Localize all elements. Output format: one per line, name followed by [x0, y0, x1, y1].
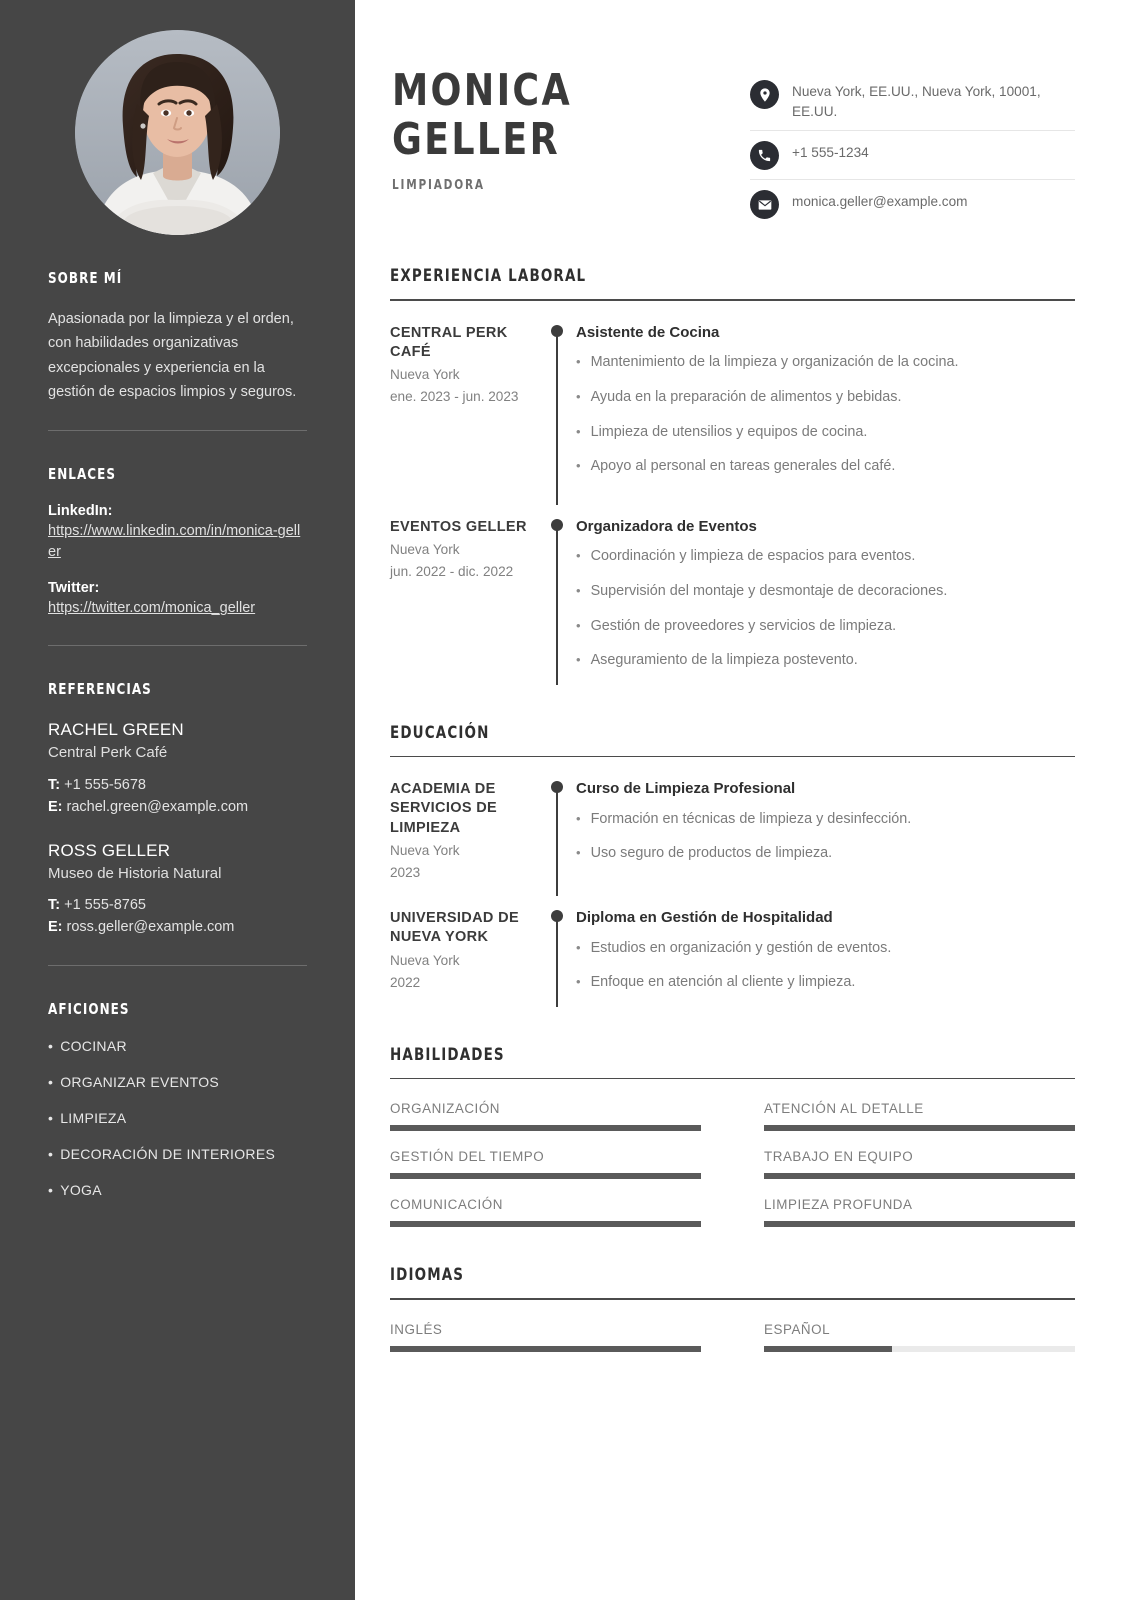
hobby-label: LIMPIEZA — [60, 1109, 127, 1126]
contact-row-address — [750, 70, 1075, 130]
link-url-twitter[interactable]: https://twitter.com/monica_geller — [48, 600, 256, 617]
skills-grid — [390, 1101, 1075, 1227]
experience-section — [390, 266, 1075, 684]
bullet-dot-icon: • — [48, 1109, 54, 1126]
entry-role: Organizadora de Eventos — [576, 517, 757, 535]
reference-item — [48, 839, 307, 939]
section-rule — [390, 1298, 1075, 1300]
entry-left — [390, 323, 540, 491]
phone-icon — [750, 141, 779, 170]
reference-item — [48, 718, 307, 818]
entry-dates: jun. 2022 - dic. 2022 — [390, 564, 514, 580]
experience-entry — [390, 517, 1075, 685]
entry-bullet — [576, 616, 1075, 638]
reference-name: ROSS GELLER — [48, 840, 171, 860]
skills-section — [390, 1045, 1075, 1228]
header — [390, 0, 1075, 228]
email-label: E: — [48, 919, 63, 936]
experience-title: EXPERIENCIA LABORAL — [390, 266, 587, 287]
timeline-dot-icon — [551, 781, 563, 793]
entry-bullet — [576, 456, 1075, 478]
references-title: REFERENCIAS — [48, 680, 152, 699]
entry-right — [576, 908, 1075, 1007]
timeline-line — [556, 785, 558, 896]
skill-bar-fill — [764, 1173, 1075, 1179]
bullet-dot-icon: • — [576, 845, 581, 861]
skill-bar-fill — [764, 1125, 1075, 1131]
bullet-text: Uso seguro de productos de limpieza. — [590, 845, 833, 862]
entry-role: Curso de Limpieza Profesional — [576, 780, 796, 798]
reference-phone: +1 555-5678 — [64, 776, 146, 793]
skill-bar-fill — [390, 1173, 701, 1179]
bullet-dot-icon: • — [576, 423, 581, 439]
reference-name: RACHEL GREEN — [48, 720, 184, 740]
hobby-item — [48, 1146, 307, 1162]
bullet-dot-icon: • — [48, 1181, 54, 1198]
entry-left — [390, 779, 540, 882]
name-block — [390, 66, 750, 193]
bullet-text: Coordinación y limpieza de espacios para eventos. — [590, 548, 916, 565]
skill-bar-track — [764, 1173, 1075, 1179]
timeline-rail — [540, 517, 576, 685]
languages-section — [390, 1265, 1075, 1352]
email-label: E: — [48, 799, 63, 816]
bullet-dot-icon: • — [576, 617, 581, 633]
bullet-text: Formación en técnicas de limpieza y desinfección. — [590, 810, 912, 827]
skill-bar-track — [764, 1125, 1075, 1131]
entry-dates: 2023 — [390, 864, 421, 880]
last-name: GELLER — [392, 114, 560, 166]
hobby-label: COCINAR — [60, 1037, 127, 1054]
timeline-dot-icon — [551, 325, 563, 337]
hobbies-section — [48, 1000, 307, 1198]
contact-phone: +1 555-1234 — [792, 145, 869, 161]
about-title: SOBRE MÍ — [48, 269, 123, 287]
spacer — [390, 882, 1075, 908]
first-name: MONICA — [392, 65, 572, 116]
link-item-linkedin — [48, 503, 307, 563]
profile-photo-illustration — [75, 30, 280, 235]
bullet-dot-icon: • — [576, 458, 581, 474]
experience-entry — [390, 323, 1075, 491]
entry-bullet — [576, 809, 1075, 831]
entry-location: Nueva York — [390, 842, 460, 858]
entry-bullet — [576, 422, 1075, 444]
contact-block — [750, 66, 1075, 228]
divider — [48, 965, 307, 966]
entry-right — [576, 517, 1075, 685]
hobby-item — [48, 1110, 307, 1126]
skill-label: ATENCIÓN AL DETALLE — [764, 1101, 924, 1117]
entry-bullet — [576, 843, 1075, 865]
entry-org: UNIVERSIDAD DE NUEVA YORK — [390, 910, 519, 946]
reference-email-line — [48, 916, 307, 938]
link-url-linkedin[interactable]: https://www.linkedin.com/in/monica-geller — [48, 523, 301, 561]
hobby-item — [48, 1074, 307, 1090]
contact-row-email — [750, 179, 1075, 228]
language-bar-fill — [764, 1346, 892, 1352]
main-content — [355, 0, 1130, 1600]
bullet-text: Apoyo al personal en tareas generales del café. — [590, 458, 896, 475]
skill-item — [764, 1197, 1075, 1227]
links-title: ENLACES — [48, 465, 117, 484]
bullet-text: Mantenimiento de la limpieza y organización de la cocina. — [590, 354, 959, 371]
job-title: LIMPIADORA — [392, 177, 485, 193]
spacer — [390, 491, 1075, 517]
entry-role: Diploma en Gestión de Hospitalidad — [576, 909, 833, 927]
section-rule — [390, 1078, 1075, 1080]
reference-org: Central Perk Café — [48, 744, 168, 762]
entry-org: EVENTOS GELLER — [390, 518, 527, 535]
entry-dates: 2022 — [390, 974, 421, 990]
timeline-rail — [540, 323, 576, 491]
hobby-label: YOGA — [60, 1181, 102, 1198]
skill-bar-fill — [390, 1125, 701, 1131]
bullet-dot-icon: • — [48, 1145, 54, 1162]
contact-address: Nueva York, EE.UU., Nueva York, 10001, EE.UU. — [792, 84, 1041, 119]
education-entry — [390, 908, 1075, 1007]
timeline-rail — [540, 908, 576, 1007]
language-label: INGLÉS — [390, 1321, 443, 1337]
languages-title: IDIOMAS — [390, 1265, 465, 1286]
entry-location: Nueva York — [390, 952, 460, 968]
skill-bar-track — [390, 1125, 701, 1131]
bullet-dot-icon: • — [576, 974, 581, 990]
references-section — [48, 680, 307, 965]
phone-label: T: — [48, 897, 61, 914]
entry-org: CENTRAL PERK CAFÉ — [390, 324, 508, 361]
education-entry — [390, 779, 1075, 882]
skill-item — [390, 1149, 701, 1179]
bullet-text: Estudios en organización y gestión de eventos. — [590, 939, 892, 956]
skill-label: GESTIÓN DEL TIEMPO — [390, 1149, 545, 1165]
language-bar-track — [764, 1346, 1075, 1352]
skill-label: ORGANIZACIÓN — [390, 1101, 501, 1117]
timeline-line — [556, 329, 558, 505]
entry-dates: ene. 2023 - jun. 2023 — [390, 389, 519, 405]
reference-email-line — [48, 796, 307, 818]
bullet-text: Aseguramiento de la limpieza postevento. — [590, 652, 858, 669]
link-label: Twitter: — [48, 580, 100, 597]
bullet-dot-icon: • — [48, 1037, 54, 1054]
skills-title: HABILIDADES — [390, 1044, 505, 1065]
entry-role: Asistente de Cocina — [576, 323, 720, 341]
bullet-dot-icon: • — [576, 389, 581, 405]
skill-item — [390, 1101, 701, 1131]
entry-left — [390, 908, 540, 1007]
language-item — [764, 1322, 1075, 1352]
reference-phone: +1 555-8765 — [64, 897, 146, 914]
link-item-twitter — [48, 580, 307, 619]
entry-right — [576, 323, 1075, 491]
skill-bar-fill — [764, 1221, 1075, 1227]
hobby-item — [48, 1038, 307, 1054]
entry-bullet — [576, 387, 1075, 409]
reference-email: ross.geller@example.com — [66, 919, 235, 936]
phone-label: T: — [48, 776, 61, 793]
bullet-text: Supervisión del montaje y desmontaje de decoraciones. — [590, 582, 948, 599]
bullet-text: Limpieza de utensilios y equipos de cocina. — [590, 423, 868, 440]
reference-phone-line — [48, 894, 307, 916]
entry-bullet — [576, 650, 1075, 672]
avatar — [75, 30, 280, 235]
skill-item — [390, 1197, 701, 1227]
reference-org: Museo de Historia Natural — [48, 864, 222, 882]
skill-bar-track — [390, 1221, 701, 1227]
education-section — [390, 723, 1075, 1007]
entry-bullet — [576, 352, 1075, 374]
about-section — [48, 269, 307, 431]
bullet-text: Gestión de proveedores y servicios de limpieza. — [590, 617, 897, 634]
bullet-dot-icon: • — [576, 582, 581, 598]
language-bar-track — [390, 1346, 701, 1352]
bullet-dot-icon: • — [48, 1073, 54, 1090]
timeline-dot-icon — [551, 910, 563, 922]
skill-bar-fill — [390, 1221, 701, 1227]
hobby-label: ORGANIZAR EVENTOS — [60, 1073, 220, 1090]
skill-bar-track — [764, 1221, 1075, 1227]
language-bar-fill — [390, 1346, 701, 1352]
entry-left — [390, 517, 540, 685]
divider — [48, 645, 307, 646]
sidebar — [0, 0, 355, 1600]
hobbies-title: AFICIONES — [48, 999, 130, 1018]
entry-location: Nueva York — [390, 541, 460, 557]
entry-org: ACADEMIA DE SERVICIOS DE LIMPIEZA — [390, 781, 498, 836]
bullet-dot-icon: • — [576, 810, 581, 826]
skill-label: TRABAJO EN EQUIPO — [764, 1149, 914, 1165]
entry-bullet — [576, 546, 1075, 568]
skill-item — [764, 1101, 1075, 1131]
section-rule — [390, 299, 1075, 301]
timeline-line — [556, 914, 558, 1007]
bullet-dot-icon: • — [576, 939, 581, 955]
links-section — [48, 465, 307, 646]
contact-email: monica.geller@example.com — [792, 194, 968, 210]
entry-right — [576, 779, 1075, 882]
bullet-dot-icon: • — [576, 652, 581, 668]
bullet-text: Enfoque en atención al cliente y limpieza. — [590, 974, 856, 991]
entry-location: Nueva York — [390, 367, 460, 383]
languages-grid — [390, 1322, 1075, 1352]
skill-bar-track — [390, 1173, 701, 1179]
link-label: LinkedIn: — [48, 503, 113, 520]
reference-phone-line — [48, 774, 307, 796]
skill-label: LIMPIEZA PROFUNDA — [764, 1197, 913, 1213]
skill-item — [764, 1149, 1075, 1179]
hobby-label: DECORACIÓN DE INTERIORES — [60, 1145, 276, 1162]
education-title: EDUCACIÓN — [390, 722, 490, 743]
reference-email: rachel.green@example.com — [66, 799, 249, 816]
divider — [48, 430, 307, 431]
hobby-item — [48, 1182, 307, 1198]
entry-bullet — [576, 581, 1075, 603]
timeline-dot-icon — [551, 519, 563, 531]
location-pin-icon — [750, 80, 779, 109]
timeline-line — [556, 523, 558, 685]
entry-bullet — [576, 972, 1075, 994]
language-item — [390, 1322, 701, 1352]
timeline-rail — [540, 779, 576, 882]
section-rule — [390, 756, 1075, 758]
language-label: ESPAÑOL — [764, 1321, 831, 1337]
bullet-text: Ayuda en la preparación de alimentos y bebidas. — [590, 389, 902, 406]
bullet-dot-icon: • — [576, 548, 581, 564]
entry-bullet — [576, 938, 1075, 960]
envelope-icon — [750, 190, 779, 219]
bullet-dot-icon: • — [576, 354, 581, 370]
skill-label: COMUNICACIÓN — [390, 1197, 503, 1213]
contact-row-phone — [750, 130, 1075, 179]
about-text: Apasionada por la limpieza y el orden, con habilidades organizativas excepcionales y experiencia en la gestión de espacios limpios y seguros. — [48, 311, 297, 401]
